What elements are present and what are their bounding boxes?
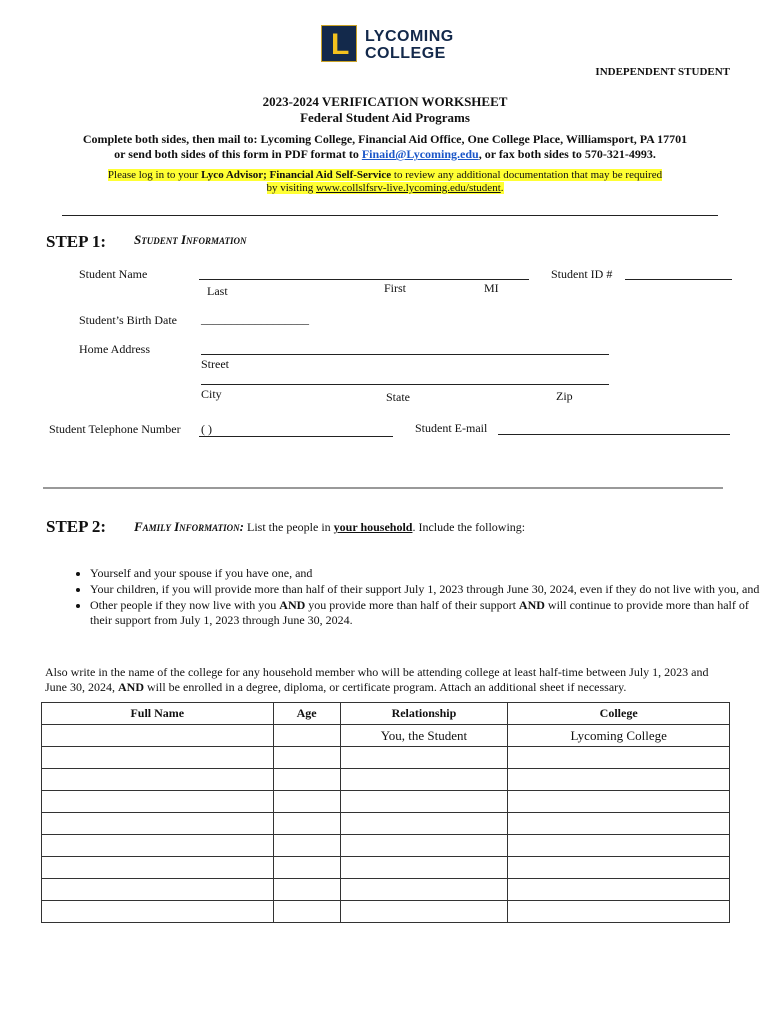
period-text: . xyxy=(500,182,504,194)
age-header: Age xyxy=(273,703,340,725)
list-item xyxy=(90,598,770,628)
student-id-field[interactable] xyxy=(625,279,732,280)
bullet-bold-and: AND xyxy=(279,598,306,612)
first-name-caption: First xyxy=(384,281,407,295)
step-2-intro-rest: . Include the following: xyxy=(412,520,526,534)
your-household-text: your household xyxy=(333,520,413,534)
street-field[interactable] xyxy=(201,354,609,355)
age-cell[interactable] xyxy=(273,725,340,747)
telephone-prefix: ( ) xyxy=(201,422,212,436)
bullet-text: will continue to provide more than half of their support from July 1, 2023 through June 30, 2024. xyxy=(90,598,749,627)
bullet-bold-and: AND xyxy=(518,598,545,612)
login-note-text: Please log in to your xyxy=(107,169,202,181)
home-address-label: Home Address xyxy=(79,342,150,356)
logo-mark-icon: L xyxy=(321,25,357,62)
login-note xyxy=(0,169,770,195)
visiting-text: by visiting xyxy=(266,182,317,194)
city-state-zip-field[interactable] xyxy=(201,384,609,385)
logo-line-1: LYCOMING xyxy=(365,28,454,45)
street-caption: Street xyxy=(201,357,229,371)
full-name-header: Full Name xyxy=(42,703,274,725)
table-row xyxy=(42,769,730,791)
bullet-text: Other people if they now live with you xyxy=(90,598,280,612)
full-name-cell[interactable] xyxy=(42,725,274,747)
step-1-title: Student Information xyxy=(134,232,247,247)
table-row xyxy=(42,879,730,901)
college-header: College xyxy=(508,703,730,725)
relationship-cell[interactable] xyxy=(340,813,508,835)
middle-initial-caption: MI xyxy=(484,281,499,295)
bullet-text: you provide more than half of their support xyxy=(305,598,519,612)
list-item: • Yourself and your spouse if you have one, and xyxy=(90,566,770,581)
step-2-intro xyxy=(134,519,525,535)
logo-line-2: COLLEGE xyxy=(365,45,446,62)
age-cell[interactable] xyxy=(273,791,340,813)
telephone-field[interactable] xyxy=(199,436,393,437)
age-cell[interactable] xyxy=(273,769,340,791)
relationship-cell[interactable] xyxy=(340,835,508,857)
full-name-cell[interactable] xyxy=(42,813,274,835)
finaid-email-link[interactable]: Finaid@Lycoming.edu xyxy=(361,147,479,161)
section-divider xyxy=(43,487,723,489)
household-criteria-list xyxy=(50,566,770,629)
independent-student-label: INDEPENDENT STUDENT xyxy=(595,66,730,78)
attendance-note-text: Also write in the name of the college for any household member who will be attending college at least half-time between July 1, 2023 and June 30, 2024, xyxy=(45,665,709,694)
college-cell[interactable] xyxy=(508,879,730,901)
college-cell[interactable] xyxy=(508,747,730,769)
step-2-label: STEP 2: xyxy=(46,517,106,536)
attendance-note-and: AND xyxy=(118,680,144,694)
mail-instructions: Complete both sides, then mail to: Lycoming College, Financial Aid Office, One College Place, Williamsport, PA 17701 xyxy=(82,132,688,146)
full-name-cell[interactable] xyxy=(42,769,274,791)
relationship-cell[interactable] xyxy=(340,769,508,791)
fax-instructions-text: , or fax both sides to 570-321-4993. xyxy=(478,147,656,161)
last-name-caption: Last xyxy=(207,284,228,298)
birth-date-label: Student’s Birth Date xyxy=(79,313,177,327)
birth-date-field[interactable]: __________________ xyxy=(201,312,309,326)
age-cell[interactable] xyxy=(273,747,340,769)
table-header-row xyxy=(42,703,730,725)
list-item: • Your children, if you will provide more than half of their support July 1, 2023 through June 30, 2024, even if they do not live with you, and xyxy=(90,582,770,597)
college-cell[interactable]: Lycoming College xyxy=(508,725,730,747)
worksheet-title: 2023-2024 VERIFICATION WORKSHEET xyxy=(262,94,508,109)
table-row xyxy=(42,901,730,923)
header-divider xyxy=(62,215,718,216)
student-name-field[interactable] xyxy=(199,279,529,280)
college-cell[interactable] xyxy=(508,769,730,791)
relationship-cell[interactable]: You, the Student xyxy=(340,725,508,747)
table-row xyxy=(42,857,730,879)
age-cell[interactable] xyxy=(273,857,340,879)
table-row xyxy=(42,835,730,857)
college-cell[interactable] xyxy=(508,857,730,879)
step-1-label: STEP 1: xyxy=(46,232,106,251)
login-note-rest: to review any additional documentation that may be required xyxy=(391,169,663,181)
full-name-cell[interactable] xyxy=(42,791,274,813)
table-row xyxy=(42,747,730,769)
full-name-cell[interactable] xyxy=(42,835,274,857)
step-2-title: Family Information: xyxy=(134,519,244,534)
relationship-cell[interactable] xyxy=(340,901,508,923)
student-id-label: Student ID # xyxy=(551,267,613,281)
age-cell[interactable] xyxy=(273,835,340,857)
college-cell[interactable] xyxy=(508,791,730,813)
relationship-cell[interactable] xyxy=(340,791,508,813)
college-attendance-note xyxy=(45,665,733,695)
zip-caption: Zip xyxy=(556,389,573,403)
pdf-instructions xyxy=(0,147,770,162)
worksheet-subtitle: Federal Student Aid Programs xyxy=(300,110,470,125)
state-caption: State xyxy=(386,390,410,404)
pdf-instructions-text: or send both sides of this form in PDF format to xyxy=(114,147,362,161)
lyco-advisor-text: Lyco Advisor; Financial Aid Self-Service xyxy=(201,169,392,181)
table-row xyxy=(42,813,730,835)
age-cell[interactable] xyxy=(273,879,340,901)
college-cell[interactable] xyxy=(508,901,730,923)
table-row xyxy=(42,791,730,813)
step-2-intro-text: List the people in xyxy=(244,520,334,534)
email-label: Student E-mail xyxy=(415,421,488,435)
self-service-link[interactable]: www.collslfsrv-live.lycoming.edu/student xyxy=(316,182,501,194)
email-field[interactable] xyxy=(498,434,730,435)
college-logo xyxy=(321,25,461,65)
full-name-cell[interactable] xyxy=(42,747,274,769)
age-cell[interactable] xyxy=(273,813,340,835)
age-cell[interactable] xyxy=(273,901,340,923)
table-row xyxy=(42,725,730,747)
relationship-header: Relationship xyxy=(340,703,508,725)
attendance-note-rest: will be enrolled in a degree, diploma, or certificate program. Attach an additional sheet if necessary. xyxy=(144,680,627,694)
full-name-cell[interactable] xyxy=(42,901,274,923)
city-caption: City xyxy=(201,387,222,401)
college-cell[interactable] xyxy=(508,835,730,857)
full-name-cell[interactable] xyxy=(42,857,274,879)
telephone-label: Student Telephone Number xyxy=(49,422,181,436)
relationship-cell[interactable] xyxy=(340,857,508,879)
student-name-label: Student Name xyxy=(79,267,148,281)
relationship-cell[interactable] xyxy=(340,747,508,769)
college-cell[interactable] xyxy=(508,813,730,835)
relationship-cell[interactable] xyxy=(340,879,508,901)
full-name-cell[interactable] xyxy=(42,879,274,901)
household-table xyxy=(41,702,730,923)
